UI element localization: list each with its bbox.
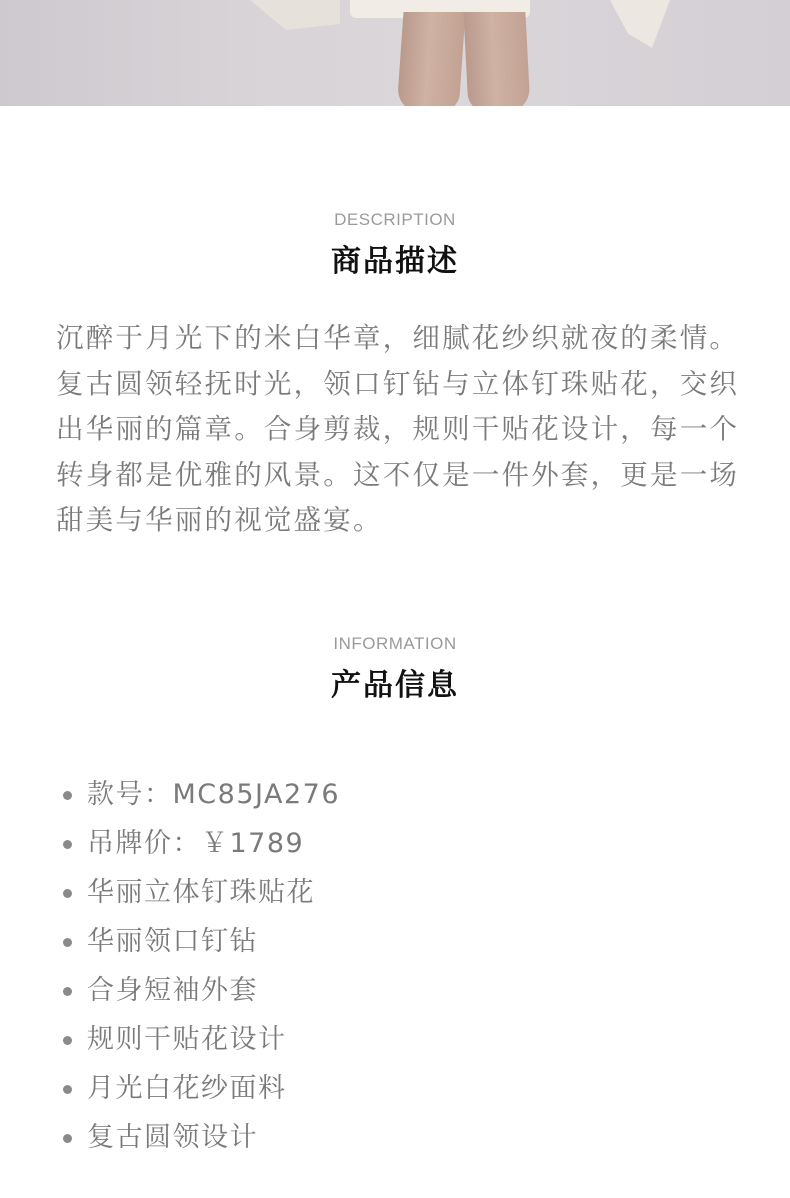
info-item [60, 1015, 340, 1064]
description-text: 沉醉于月光下的米白华章，细腻花纱织就夜的柔情。复古圆领轻抚时光，领口钉钻与立体钉珠贴花，交织出华丽的篇章。合身剪裁，规则干贴花设计，每一个转身都是优雅的风景。这不仅是一件外套，更是一场甜美与华丽的视觉盛宴。 [56, 322, 740, 536]
bullet-icon [63, 791, 72, 800]
info-item [60, 868, 340, 917]
info-item-text: 吊牌价：￥1789 [87, 828, 305, 859]
bullet-icon [63, 1036, 72, 1045]
model-leg-left [397, 12, 466, 106]
info-item [60, 917, 340, 966]
bullet-icon [63, 1085, 72, 1094]
description-heading-en: DESCRIPTION [334, 210, 456, 229]
info-item-text: 规则干贴花设计 [87, 1024, 287, 1055]
info-item-text: 华丽立体钉珠贴花 [87, 877, 315, 908]
product-photo [0, 0, 790, 106]
information-heading-zh: 产品信息 [331, 668, 459, 703]
info-item-text: 华丽领口钉钻 [87, 926, 258, 957]
bullet-icon [63, 938, 72, 947]
model-leg-right [463, 12, 530, 106]
bullet-icon [63, 1134, 72, 1143]
bullet-icon [63, 987, 72, 996]
bullet-icon [63, 840, 72, 849]
info-item-tag-price [60, 819, 340, 868]
info-item-text: 合身短袖外套 [87, 975, 258, 1006]
info-item-style-number [60, 770, 340, 819]
coat-hem-right [610, 0, 670, 48]
bullet-icon [63, 889, 72, 898]
info-item-text: 月光白花纱面料 [87, 1073, 287, 1104]
info-item [60, 1064, 340, 1113]
coat-hem-left [250, 0, 340, 30]
product-info-list [60, 770, 340, 1162]
info-item-text: 复古圆领设计 [87, 1122, 258, 1153]
description-heading-zh: 商品描述 [331, 244, 459, 279]
info-item [60, 966, 340, 1015]
info-item-text: 款号：MC85JA276 [87, 779, 340, 810]
information-heading-en: INFORMATION [333, 634, 457, 653]
info-item [60, 1113, 340, 1162]
